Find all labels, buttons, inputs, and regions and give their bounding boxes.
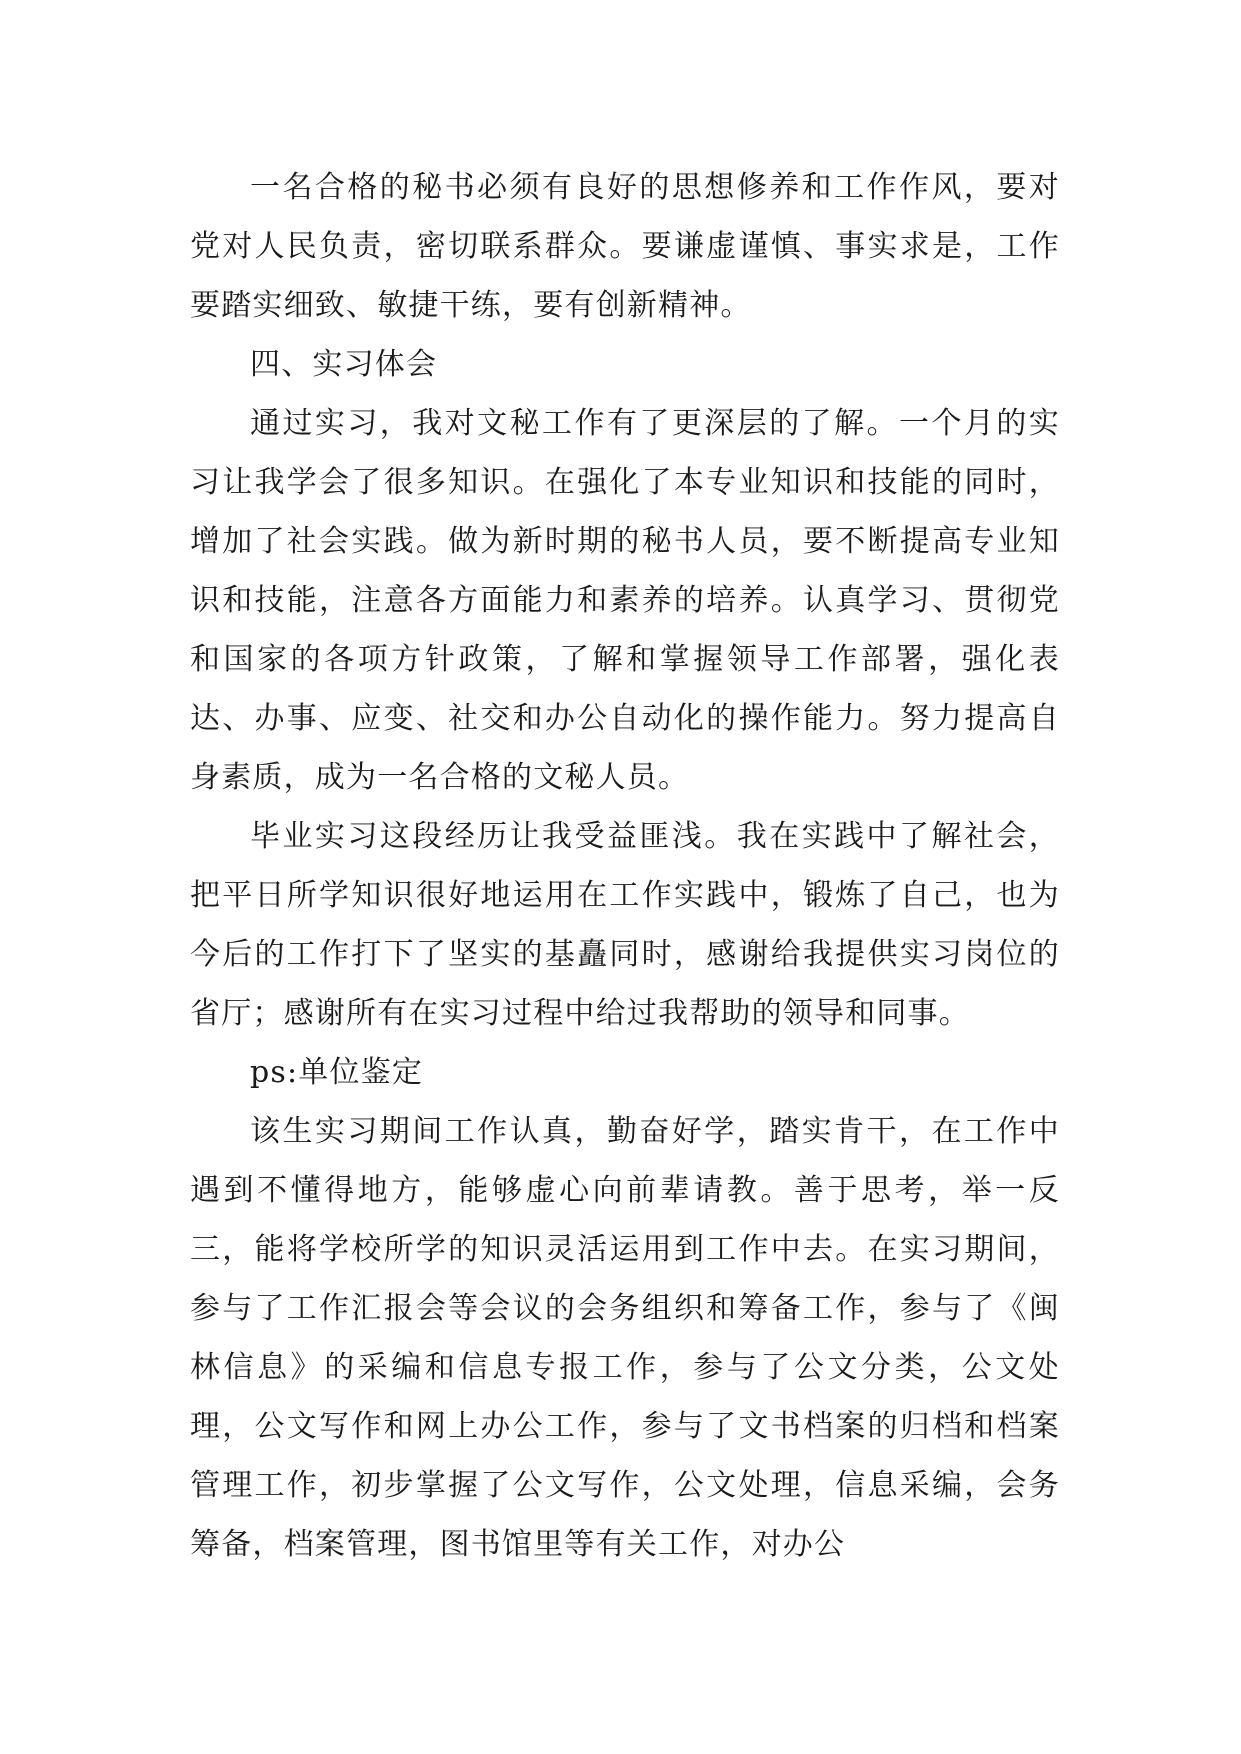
paragraph-secretary-qualities: 一名合格的秘书必须有良好的思想修养和工作作风，要对党对人民负责，密切联系群众。要谦虚谨慎、事实求是，工作要踏实细致、敏捷干练，要有创新精神。: [190, 170, 1060, 323]
paragraph-graduation-internship: 毕业实习这段经历让我受益匪浅。我在实践中了解社会，把平日所学知识很好地运用在工作实践中，锻炼了自己，也为今后的工作打下了坚实的基矗同时，感谢给我提供实习岗位的省厅；感谢所有在实习过程中给过我帮助的领导和同事。: [190, 819, 1060, 1031]
document-body: [190, 158, 1060, 1574]
paragraph-unit-appraisal: 该生实习期间工作认真，勤奋好学，踏实肯干，在工作中遇到不懂得地方，能够虚心向前辈请教。善于思考，举一反三，能将学校所学的知识灵活运用到工作中去。在实习期间，参与了工作汇报会等会议的会务组织和筹备工作，参与了《闽林信息》的采编和信息专报工作，参与了公文分类，公文处理，公文写作和网上办公工作，参与了文书档案的归档和档案管理工作，初步掌握了公文写作，公文处理，信息采编，会务筹备，档案管理，图书馆里等有关工作，对办公: [190, 1114, 1060, 1562]
section-heading-internship-reflection: 四、实习体会: [250, 347, 438, 382]
section-heading-unit-appraisal: ps:单位鉴定: [250, 1055, 424, 1090]
paragraph-internship-learning: 通过实习，我对文秘工作有了更深层的了解。一个月的实习让我学会了很多知识。在强化了本专业知识和技能的同时，增加了社会实践。做为新时期的秘书人员，要不断提高专业知识和技能，注意各方面能力和素养的培养。认真学习、贯彻党和国家的各项方针政策，了解和掌握领导工作部署，强化表达、办事、应变、社交和办公自动化的操作能力。努力提高自身素质，成为一名合格的文秘人员。: [190, 406, 1060, 795]
